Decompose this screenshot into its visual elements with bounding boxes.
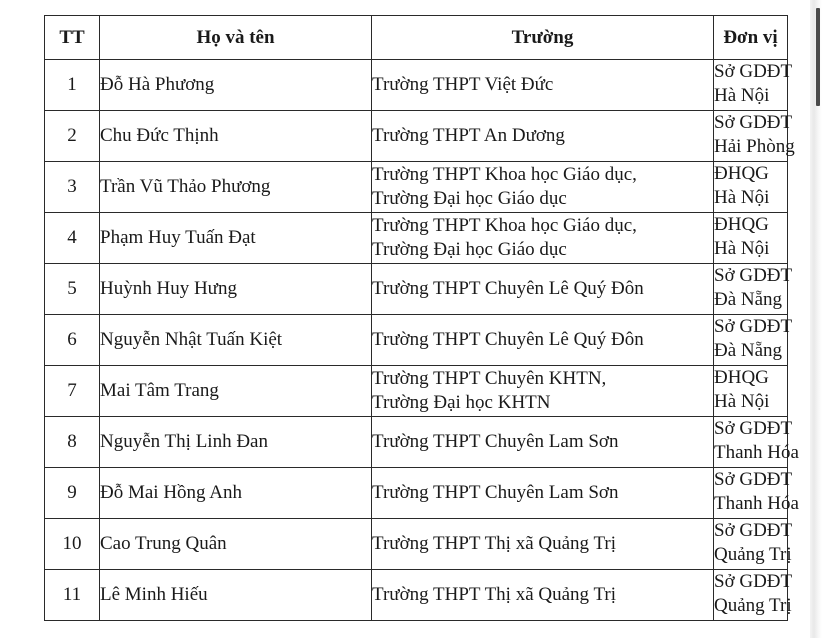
unit-line: Sở GDĐT [714, 61, 793, 82]
table-row [45, 60, 788, 111]
unit-line: Sở GDĐT [714, 520, 793, 541]
cell-tt: 4 [45, 213, 100, 264]
cell-tt: 10 [45, 519, 100, 570]
cell-unit [714, 417, 799, 468]
school-line: Trường Đại học KHTN [372, 392, 551, 413]
cell-name: Mai Tâm Trang [100, 366, 372, 417]
cell-school [372, 417, 714, 468]
cell-unit [714, 60, 793, 111]
cell-tt: 2 [45, 111, 100, 162]
cell-unit [714, 213, 788, 264]
cell-tt: 8 [45, 417, 100, 468]
unit-line: Hà Nội [714, 187, 770, 208]
cell-tt: 3 [45, 162, 100, 213]
school-line: Trường THPT Việt Đức [372, 74, 554, 95]
unit-line: Hà Nội [714, 85, 770, 106]
unit-line: ĐHQG [714, 367, 769, 388]
cell-school [372, 162, 714, 213]
cell-school [372, 366, 714, 417]
cell-name: Chu Đức Thịnh [100, 111, 372, 162]
cell-name: Lê Minh Hiếu [100, 570, 372, 621]
unit-line: Sở GDĐT [714, 112, 793, 133]
header-school: Trường [372, 16, 714, 60]
cell-unit [714, 468, 799, 519]
header-row [45, 16, 788, 60]
unit-line: Hà Nội [714, 391, 770, 412]
cell-tt: 5 [45, 264, 100, 315]
cell-name: Huỳnh Huy Hưng [100, 264, 372, 315]
school-line: Trường Đại học Giáo dục [372, 188, 567, 209]
school-line: Trường THPT Thị xã Quảng Trị [372, 584, 617, 605]
table-body [45, 60, 799, 621]
unit-line: Đà Nẵng [714, 340, 783, 361]
cell-unit [714, 315, 793, 366]
table-row [45, 111, 788, 162]
cell-school [372, 468, 714, 519]
cell-school [372, 264, 714, 315]
school-line: Trường THPT Chuyên Lê Quý Đôn [372, 278, 644, 299]
table-row [45, 264, 788, 315]
unit-line: Thanh Hóa [714, 442, 799, 463]
unit-line: Đà Nẵng [714, 289, 783, 310]
table-row [45, 162, 788, 213]
school-line: Trường THPT Chuyên Lam Sơn [372, 482, 619, 503]
school-line: Trường THPT An Dương [372, 125, 565, 146]
table-row [45, 315, 788, 366]
table-row [45, 366, 788, 417]
cell-unit [714, 162, 788, 213]
header-tt: TT [45, 16, 100, 60]
cell-name: Cao Trung Quân [100, 519, 372, 570]
student-table [44, 15, 799, 621]
unit-line: Hà Nội [714, 238, 770, 259]
unit-line: Hải Phòng [714, 136, 795, 157]
cell-unit [714, 366, 788, 417]
cell-school [372, 60, 714, 111]
unit-line: Sở GDĐT [714, 469, 793, 490]
cell-name: Đỗ Hà Phương [100, 60, 372, 111]
school-line: Trường THPT Chuyên Lê Quý Đôn [372, 329, 644, 350]
school-line: Trường THPT Khoa học Giáo dục, [372, 215, 637, 236]
school-line: Trường THPT Thị xã Quảng Trị [372, 533, 617, 554]
cell-tt: 11 [45, 570, 100, 621]
school-line: Trường Đại học Giáo dục [372, 239, 567, 260]
school-line: Trường THPT Chuyên Lam Sơn [372, 431, 619, 452]
cell-unit [714, 519, 793, 570]
cell-school [372, 315, 714, 366]
table-row [45, 519, 788, 570]
cell-tt: 9 [45, 468, 100, 519]
unit-line: Thanh Hóa [714, 493, 799, 514]
table-row [45, 417, 788, 468]
header-unit: Đơn vị [714, 16, 788, 60]
cell-unit [714, 264, 793, 315]
unit-line: Sở GDĐT [714, 571, 793, 592]
cell-name: Đỗ Mai Hồng Anh [100, 468, 372, 519]
school-line: Trường THPT Chuyên KHTN, [372, 368, 607, 389]
cell-school [372, 213, 714, 264]
cell-tt: 6 [45, 315, 100, 366]
cell-school [372, 519, 714, 570]
unit-line: ĐHQG [714, 214, 769, 235]
cell-school [372, 570, 714, 621]
cell-tt: 7 [45, 366, 100, 417]
unit-line: ĐHQG [714, 163, 769, 184]
cell-unit [714, 111, 795, 162]
header-name: Họ và tên [100, 16, 372, 60]
cell-tt: 1 [45, 60, 100, 111]
table-row [45, 213, 788, 264]
cell-unit [714, 570, 793, 621]
unit-line: Sở GDĐT [714, 265, 793, 286]
unit-line: Sở GDĐT [714, 316, 793, 337]
table-row [45, 468, 788, 519]
unit-line: Quảng Trị [714, 544, 792, 565]
cell-name: Phạm Huy Tuấn Đạt [100, 213, 372, 264]
unit-line: Quảng Trị [714, 595, 792, 616]
cell-name: Nguyễn Nhật Tuấn Kiệt [100, 315, 372, 366]
cell-school [372, 111, 714, 162]
unit-line: Sở GDĐT [714, 418, 793, 439]
cell-name: Trần Vũ Thảo Phương [100, 162, 372, 213]
scrollbar-thumb[interactable] [816, 8, 820, 106]
table-row [45, 570, 788, 621]
school-line: Trường THPT Khoa học Giáo dục, [372, 164, 637, 185]
cell-name: Nguyễn Thị Linh Đan [100, 417, 372, 468]
